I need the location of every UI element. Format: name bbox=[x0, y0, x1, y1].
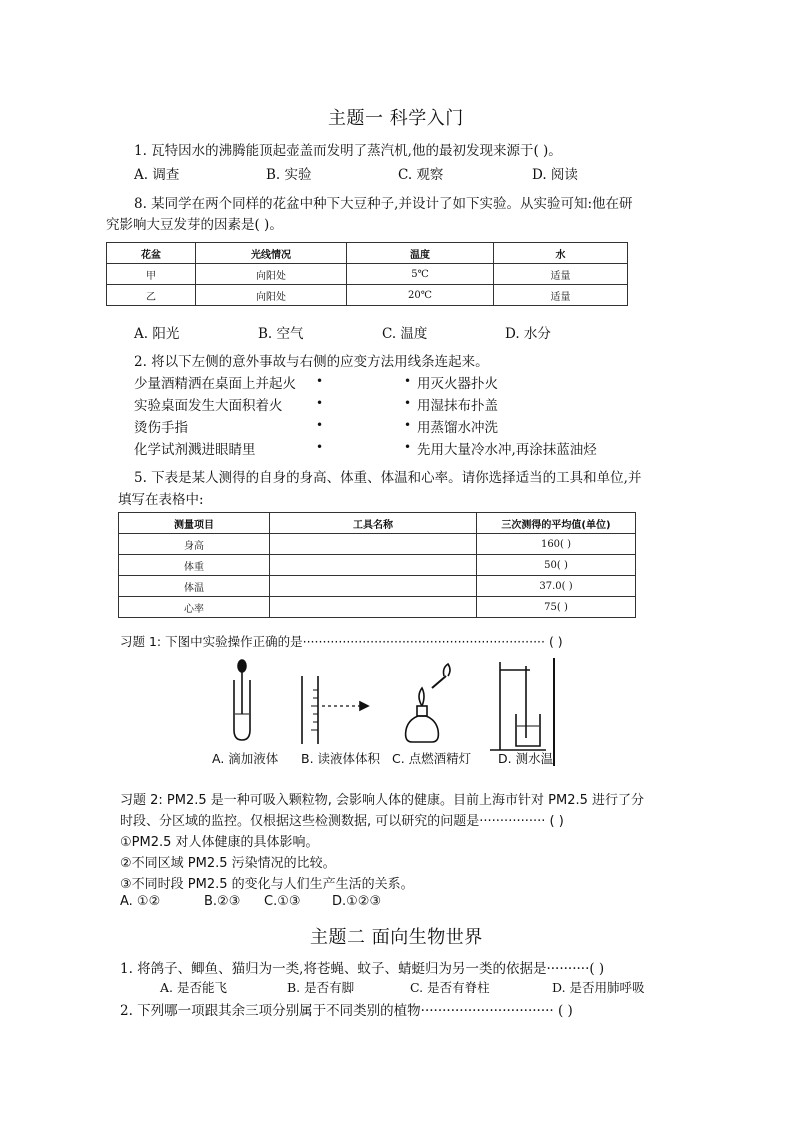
graduated-cylinder-icon bbox=[302, 676, 368, 744]
q1-option-a[interactable]: A. 调查 bbox=[134, 167, 180, 183]
q2-right-dot[interactable]: • bbox=[404, 440, 412, 454]
s2-q2-stem: 2. 下列哪一项跟其余三项分别属于不同类别的植物······························· ( ) bbox=[120, 1003, 573, 1019]
s2-q1-stem: 1. 将鸽子、鲫鱼、猫归为一类,将苍蝇、蚊子、蜻蜓归为另一类的依据是··········( ) bbox=[120, 961, 605, 977]
table-cell: 向阳处 bbox=[196, 285, 347, 306]
tool-name-cell[interactable] bbox=[270, 534, 477, 555]
table-cell: 适量 bbox=[494, 264, 628, 285]
ex1-caption-d[interactable]: D. 测水温 bbox=[498, 751, 554, 766]
q5-stem-line1: 5. 下表是某人测得的自身的身高、体重、体温和心率。请你选择适当的工具和单位,并 bbox=[134, 470, 642, 486]
tool-name-cell[interactable] bbox=[270, 576, 477, 597]
table-row bbox=[119, 534, 636, 555]
q8-option-a[interactable]: A. 阳光 bbox=[134, 326, 180, 342]
table-row bbox=[107, 264, 628, 285]
s2-q1-option-b[interactable]: B. 是否有脚 bbox=[287, 980, 355, 995]
table-row bbox=[107, 285, 628, 306]
q2-left-item: 少量酒精洒在桌面上并起火 bbox=[134, 376, 296, 392]
ex1-caption-c[interactable]: C. 点燃酒精灯 bbox=[392, 751, 472, 766]
q5-stem-line2: 填写在表格中: bbox=[118, 492, 204, 508]
q5-table bbox=[118, 512, 636, 618]
q2-right-item: 先用大量冷水冲,再涂抹蓝油烃 bbox=[417, 442, 597, 458]
q8-table bbox=[106, 242, 628, 306]
q8-option-d[interactable]: D. 水分 bbox=[505, 326, 551, 342]
table-cell: 20℃ bbox=[347, 285, 494, 306]
table-header-row bbox=[119, 513, 636, 534]
q2-left-item: 化学试剂溅进眼睛里 bbox=[134, 442, 256, 458]
q2-right-item: 用灭火器扑火 bbox=[417, 376, 498, 392]
q2-left-item: 实验桌面发生大面积着火 bbox=[134, 398, 283, 414]
table-header-cell: 温度 bbox=[347, 243, 494, 264]
table-row bbox=[119, 597, 636, 618]
q2-right-item: 用蒸馏水冲洗 bbox=[417, 420, 498, 436]
q2-left-item: 烫伤手指 bbox=[134, 420, 188, 436]
q1-option-b[interactable]: B. 实验 bbox=[266, 167, 312, 183]
alcohol-lamp-icon bbox=[406, 664, 450, 742]
table-row bbox=[119, 555, 636, 576]
s2-q1-option-c[interactable]: C. 是否有脊柱 bbox=[410, 980, 490, 995]
q2-right-dot[interactable]: • bbox=[404, 396, 412, 410]
table-header-cell: 光线情况 bbox=[196, 243, 347, 264]
q2-right-item: 用湿抹布扑盖 bbox=[417, 398, 498, 414]
ex2-option-c[interactable]: C.①③ bbox=[264, 894, 301, 909]
ex2-item: ③不同时段 PM2.5 的变化与人们生产生活的关系。 bbox=[120, 877, 414, 892]
q8-option-b[interactable]: B. 空气 bbox=[258, 326, 304, 342]
q2-right-dot[interactable]: • bbox=[404, 374, 412, 388]
q1-stem: 1. 瓦特因水的沸腾能顶起壶盖而发明了蒸汽机,他的最初发现来源于( )。 bbox=[134, 143, 562, 159]
q1-option-d[interactable]: D. 阅读 bbox=[532, 167, 578, 183]
table-cell: 身高 bbox=[119, 534, 270, 555]
tool-name-cell[interactable] bbox=[270, 555, 477, 576]
table-header-row bbox=[107, 243, 628, 264]
unit-cell[interactable]: 75( ) bbox=[477, 597, 636, 618]
ex2-line2: 时段、分区域的监控。仅根据这些检测数据, 可以研究的问题是················ ( ) bbox=[120, 814, 564, 829]
table-header-cell: 测量项目 bbox=[119, 513, 270, 534]
table-header-cell: 工具名称 bbox=[270, 513, 477, 534]
table-cell: 5℃ bbox=[347, 264, 494, 285]
q2-right-dot[interactable]: • bbox=[404, 418, 412, 432]
table-cell: 心率 bbox=[119, 597, 270, 618]
table-header-cell: 三次测得的平均值(单位) bbox=[477, 513, 636, 534]
q8-option-c[interactable]: C. 温度 bbox=[382, 326, 428, 342]
ex2-option-d[interactable]: D.①②③ bbox=[332, 894, 382, 909]
q2-stem: 2. 将以下左侧的意外事故与右侧的应变方法用线条连起来。 bbox=[134, 354, 489, 370]
ex1-caption-b[interactable]: B. 读液体体积 bbox=[301, 751, 381, 766]
q8-stem-line1: 8. 某同学在两个同样的花盆中种下大豆种子,并设计了如下实验。从实验可知:他在研 bbox=[134, 196, 633, 212]
unit-cell[interactable]: 160( ) bbox=[477, 534, 636, 555]
s2-q1-option-a[interactable]: A. 是否能飞 bbox=[160, 980, 227, 995]
table-header-cell: 花盆 bbox=[107, 243, 196, 264]
tool-name-cell[interactable] bbox=[270, 597, 477, 618]
table-cell: 向阳处 bbox=[196, 264, 347, 285]
table-row bbox=[119, 576, 636, 597]
ex2-line1: 习题 2: PM2.5 是一种可吸入颗粒物, 会影响人体的健康。目前上海市针对 PM2.5 进行了分 bbox=[120, 793, 645, 808]
ex2-option-a[interactable]: A. ①② bbox=[120, 894, 161, 909]
ex1-stem: 习题 1: 下图中实验操作正确的是····························································· ( ) bbox=[120, 634, 563, 649]
unit-cell[interactable]: 37.0( ) bbox=[477, 576, 636, 597]
q1-option-c[interactable]: C. 观察 bbox=[398, 167, 444, 183]
ex2-option-b[interactable]: B.②③ bbox=[204, 894, 241, 909]
table-cell: 甲 bbox=[107, 264, 196, 285]
table-cell: 体温 bbox=[119, 576, 270, 597]
table-cell: 适量 bbox=[494, 285, 628, 306]
q2-left-dot[interactable]: • bbox=[316, 440, 324, 454]
table-header-cell: 水 bbox=[494, 243, 628, 264]
ex2-item: ①PM2.5 对人体健康的具体影响。 bbox=[120, 835, 319, 850]
section2-title: 主题二 面向生物世界 bbox=[310, 927, 483, 948]
q2-left-dot[interactable]: • bbox=[316, 396, 324, 410]
table-cell: 乙 bbox=[107, 285, 196, 306]
s2-q1-option-d[interactable]: D. 是否用肺呼吸 bbox=[552, 980, 645, 995]
ex1-caption-a[interactable]: A. 滴加液体 bbox=[212, 751, 279, 766]
table-cell: 体重 bbox=[119, 555, 270, 576]
unit-cell[interactable]: 50( ) bbox=[477, 555, 636, 576]
q2-left-dot[interactable]: • bbox=[316, 374, 324, 388]
ex2-item: ②不同区域 PM2.5 污染情况的比较。 bbox=[120, 856, 336, 871]
dropper-test-tube-icon bbox=[234, 660, 250, 740]
section1-title: 主题一 科学入门 bbox=[328, 108, 464, 129]
q2-left-dot[interactable]: • bbox=[316, 418, 324, 432]
q8-stem-line2: 究影响大豆发芽的因素是( )。 bbox=[106, 217, 283, 233]
